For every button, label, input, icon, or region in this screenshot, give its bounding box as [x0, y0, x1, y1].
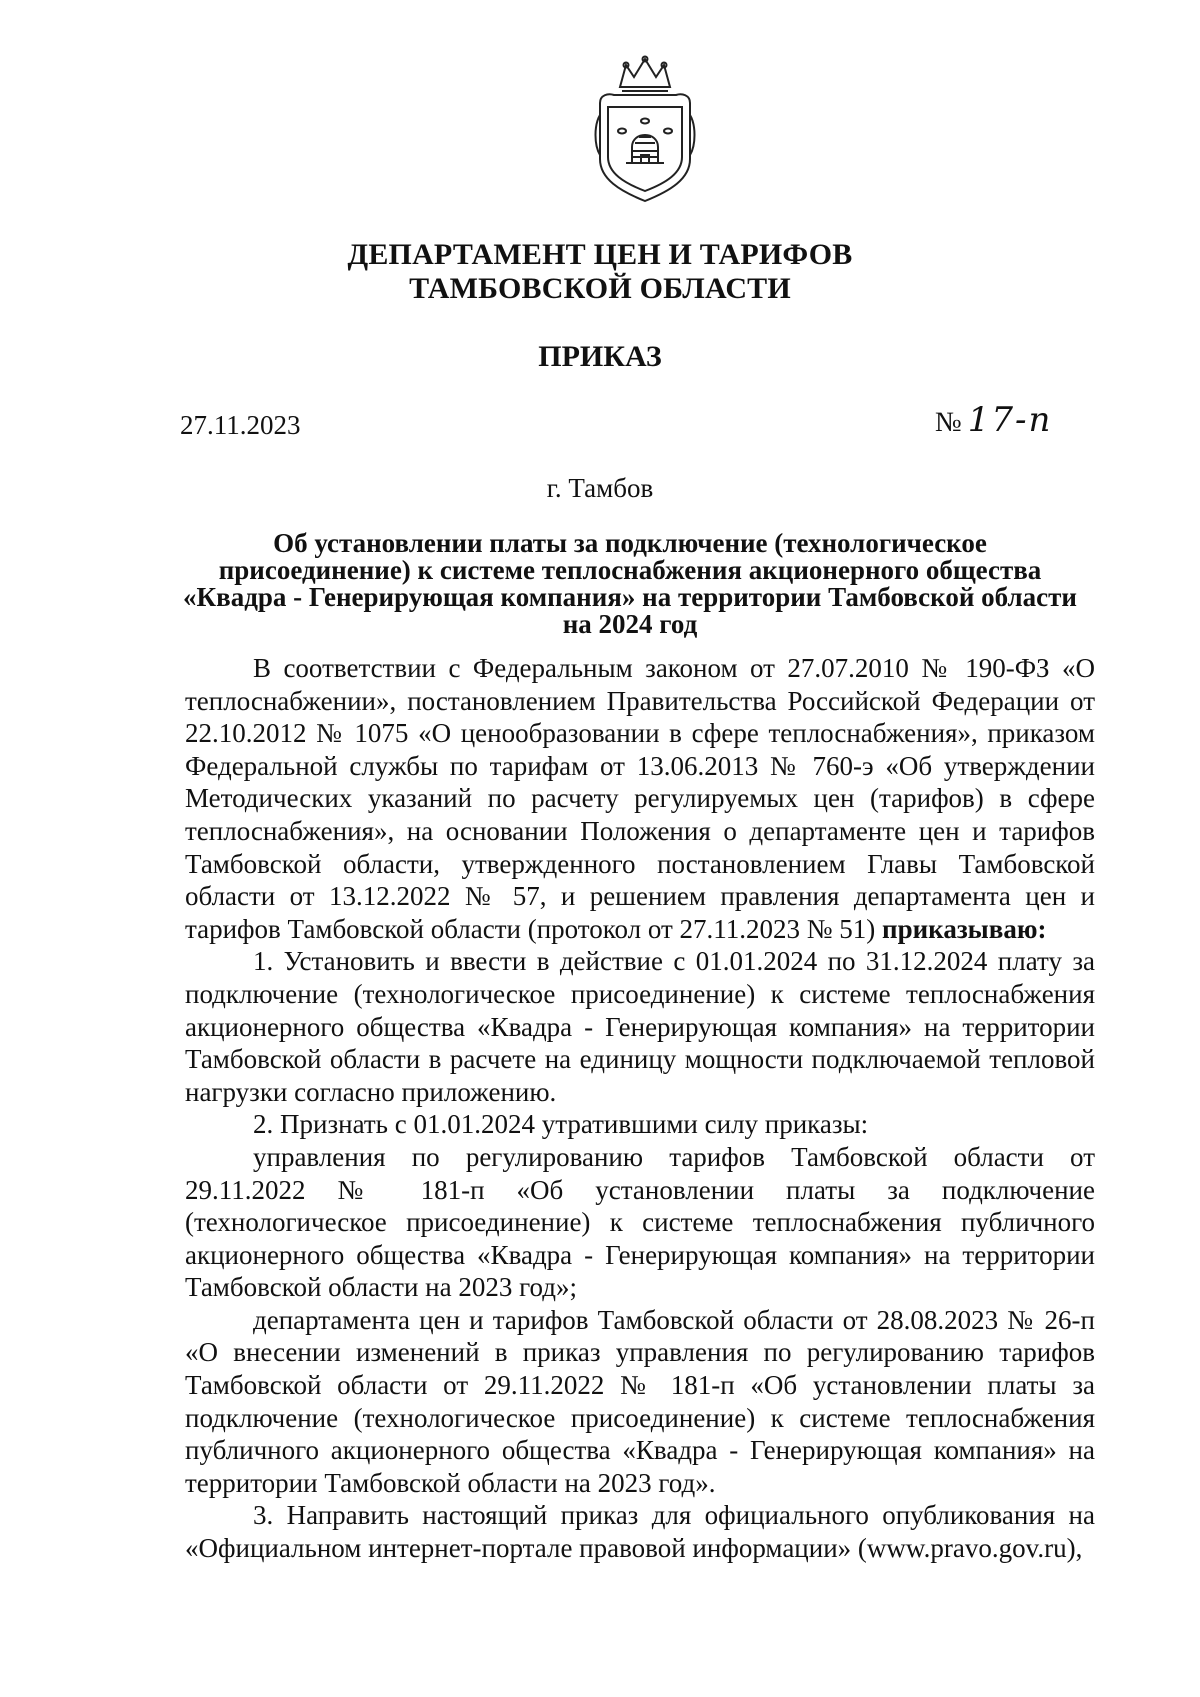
document-number: [935, 400, 1052, 440]
item-3-paragraph: 3. Направить настоящий приказ для официального опубликования на «Официальном интернет-портале правовой информации» (www.pravo.gov.ru),: [185, 1500, 1095, 1564]
preamble-paragraph: [185, 652, 1095, 945]
document-type: ПРИКАЗ: [538, 340, 662, 373]
document-title-line-3: «Квадра - Генерирующая компания» на территории Тамбовской области: [183, 582, 1077, 612]
document-date: 27.11.2023: [180, 410, 301, 440]
preamble-text: В соответствии с Федеральным законом от 27.07.2010 № 190-ФЗ «О теплоснабжении», постановлением Правительства Российской Федерации от 22.10.2012 № 1075 «О ценообразовании в сфере теплоснабжения», приказом Федеральной службы по тарифам от 13.06.2013 № 760-э «Об утверждении Методических указаний по расчету регулируемых цен (тарифов) в сфере теплоснабжения», на основании Положения о департаменте цен и тарифов Тамбовской области, утвержденного постановлением Главы Тамбовской области от 13.12.2022 № 57, и решением правления департамента цен и тарифов Тамбовской области (протокол от 27.11.2023 № 51): [185, 653, 1095, 944]
order-word: приказываю:: [882, 913, 1047, 944]
organization-name-line-1: ДЕПАРТАМЕНТ ЦЕН И ТАРИФОВ: [347, 238, 853, 271]
item-2-repealed-order-a: управления по регулированию тарифов Тамбовской области от 29.11.2022 № 181-п «Об установлении платы за подключение (технологическое присоединение) к системе теплоснабжения публичного акционерного общества «Квадра - Генерирующая компания» на территории Тамбовской области на 2023 год»;: [185, 1141, 1095, 1303]
document-city: г. Тамбов: [546, 473, 654, 503]
document-number-handwritten: 17-п: [967, 400, 1053, 440]
document-title: [170, 530, 1090, 638]
document-title-line-1: Об установлении платы за подключение (технологическое: [273, 528, 987, 558]
item-1-paragraph: 1. Установить и ввести в действие с 01.01.2024 по 31.12.2024 плату за подключение (технологическое присоединение) к системе теплоснабжения акционерного общества «Квадра - Генерирующая компания» на территории Тамбовской области в расчете на единицу мощности подключаемой тепловой нагрузки согласно приложению.: [185, 946, 1095, 1107]
item-2-paragraph: 2. Признать с 01.01.2024 утратившими силу приказы:: [253, 1109, 869, 1140]
item-2-repealed-order-b: департамента цен и тарифов Тамбовской области от 28.08.2023 № 26-п «О внесении изменений в приказ управления по регулированию тарифов Тамбовской области от 29.11.2022 № 181-п «Об установлении платы за подключение (технологическое присоединение) к системе теплоснабжения публичного акционерного общества «Квадра - Генерирующая компания» на территории Тамбовской области на 2023 год».: [185, 1304, 1095, 1498]
document-title-line-2: присоединение) к системе теплоснабжения акционерного общества: [218, 555, 1042, 585]
coat-of-arms-emblem: [590, 55, 700, 205]
organization-name-line-2: ТАМБОВСКОЙ ОБЛАСТИ: [409, 272, 791, 305]
organization-name: [0, 238, 1200, 306]
document-number-prefix: №: [935, 407, 962, 438]
document-title-line-4: на 2024 год: [562, 609, 698, 639]
document-body: [185, 652, 1095, 1565]
